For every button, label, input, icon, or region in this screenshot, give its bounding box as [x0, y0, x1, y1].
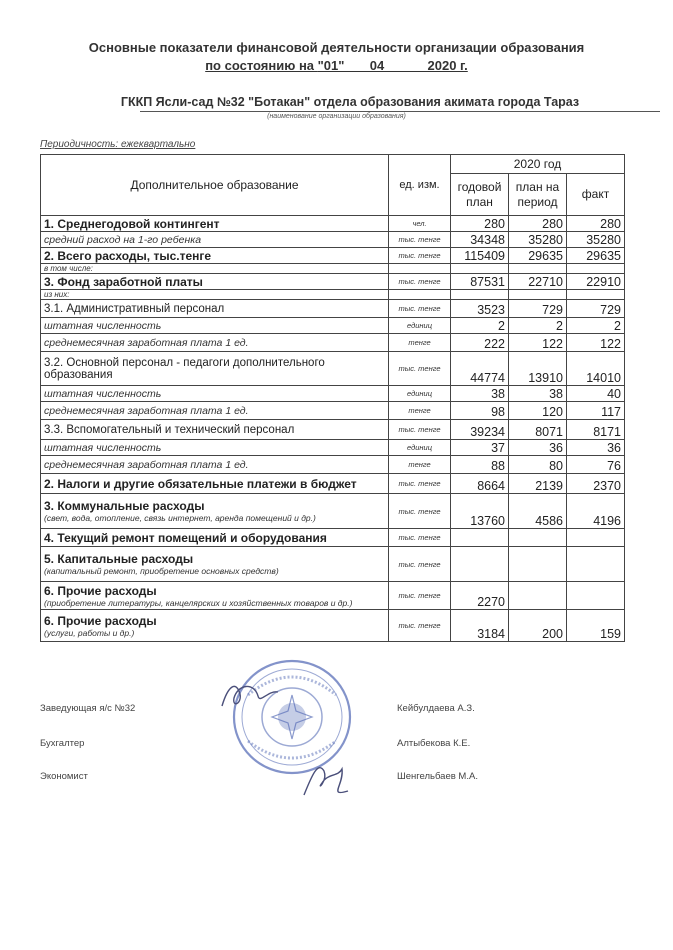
row-label: [41, 232, 389, 248]
row-label-text: 3.1. Административный персонал: [44, 302, 225, 315]
row-unit: тыс. тенге: [389, 352, 451, 386]
cell-annual: 115409: [451, 248, 509, 264]
table-row: [41, 529, 625, 547]
cell-fact: 117: [567, 402, 625, 420]
row-label-text: штатная численность: [44, 319, 162, 332]
cell-fact: [567, 547, 625, 582]
cell-annual: 87531: [451, 274, 509, 290]
row-unit: тыс. тенге: [389, 300, 451, 318]
table-row: [41, 216, 625, 232]
table-row: [41, 318, 625, 334]
cell-fact: 729: [567, 300, 625, 318]
cell-fact: [567, 264, 625, 274]
table-row: [41, 386, 625, 402]
cell-annual: [451, 529, 509, 547]
cell-annual: [451, 264, 509, 274]
column-header-unit: ед. изм.: [389, 155, 451, 216]
row-label: [41, 529, 389, 547]
row-note: (приобретение литературы, канцелярских и хозяйственных товаров и др.): [44, 597, 353, 608]
table-row: [41, 474, 625, 494]
row-label: [41, 494, 389, 529]
row-unit: тыс. тенге: [389, 248, 451, 264]
row-unit: тыс. тенге: [389, 232, 451, 248]
row-unit: тенге: [389, 402, 451, 420]
row-label: [41, 386, 389, 402]
row-unit: чел.: [389, 216, 451, 232]
date-prefix: по состоянию на: [205, 58, 318, 73]
cell-fact: 76: [567, 456, 625, 474]
cell-fact: 36: [567, 440, 625, 456]
row-label: [41, 610, 389, 642]
table-row: [41, 352, 625, 386]
row-unit: тыс. тенге: [389, 494, 451, 529]
table-row: [41, 264, 625, 274]
cell-fact: 29635: [567, 248, 625, 264]
table-row: [41, 440, 625, 456]
cell-period: 29635: [509, 248, 567, 264]
date-value: "01" 04 2020 г.: [317, 58, 468, 73]
cell-fact: 14010: [567, 352, 625, 386]
row-unit: тыс. тенге: [389, 474, 451, 494]
cell-fact: 40: [567, 386, 625, 402]
cell-annual: 37: [451, 440, 509, 456]
row-label: [41, 456, 389, 474]
row-label: [41, 352, 389, 386]
row-label-text: среднемесячная заработная плата 1 ед.: [44, 336, 249, 349]
row-label-text: 6. Прочие расходы: [44, 613, 157, 628]
cell-fact: 280: [567, 216, 625, 232]
row-unit: тыс. тенге: [389, 582, 451, 610]
cell-period: 38: [509, 386, 567, 402]
row-label-text: 3. Фонд заработной платы: [44, 274, 203, 289]
signature-role: Заведующая я/с №32: [40, 703, 136, 714]
cell-annual: [451, 547, 509, 582]
cell-annual: 3184: [451, 610, 509, 642]
row-unit: тенге: [389, 334, 451, 352]
row-unit: тыс. тенге: [389, 274, 451, 290]
row-label: [41, 334, 389, 352]
economist-signature-icon: [298, 755, 358, 805]
periodicity-label: Периодичность: ежеквартально: [40, 139, 196, 150]
cell-fact: 122: [567, 334, 625, 352]
row-label: [41, 318, 389, 334]
row-label: [41, 547, 389, 582]
row-label-text: 4. Текущий ремонт помещений и оборудования: [44, 530, 327, 545]
table-row: [41, 274, 625, 290]
row-label: [41, 402, 389, 420]
row-note: (свет, вода, отопление, связь интернет, аренда помещений и др.): [44, 513, 316, 523]
row-label-text: штатная численность: [44, 387, 162, 400]
table-row: [41, 290, 625, 300]
cell-fact: [567, 290, 625, 300]
cell-annual: 88: [451, 456, 509, 474]
table-row: [41, 300, 625, 318]
signature-name: Кейбулдаева А.З.: [397, 703, 475, 714]
cell-period: 280: [509, 216, 567, 232]
row-unit: единиц: [389, 318, 451, 334]
row-label-text: средний расход на 1-го ребенка: [44, 233, 202, 246]
cell-annual: 44774: [451, 352, 509, 386]
table-row: [41, 402, 625, 420]
column-header-period-plan: план на период: [509, 174, 567, 216]
cell-period: 122: [509, 334, 567, 352]
row-note: (услуги, работы и др.): [44, 627, 135, 638]
cell-period: 13910: [509, 352, 567, 386]
row-label: [41, 264, 389, 274]
cell-annual: 2: [451, 318, 509, 334]
cell-fact: [567, 582, 625, 610]
organization-name: ГККП Ясли-сад №32 "Ботакан" отдела образования акимата города Тараз: [120, 95, 580, 109]
cell-period: 200: [509, 610, 567, 642]
cell-period: [509, 529, 567, 547]
row-label-text: 3.3. Вспомогательный и технический персонал: [44, 423, 295, 436]
row-label: [41, 440, 389, 456]
cell-annual: 13760: [451, 494, 509, 529]
table-row: [41, 232, 625, 248]
cell-annual: 222: [451, 334, 509, 352]
table-row: [41, 456, 625, 474]
report-title: Основные показатели финансовой деятельности организации образования: [88, 40, 585, 55]
cell-fact: 35280: [567, 232, 625, 248]
cell-annual: 8664: [451, 474, 509, 494]
row-label-text: штатная численность: [44, 441, 162, 454]
row-unit: тенге: [389, 456, 451, 474]
cell-period: [509, 547, 567, 582]
cell-annual: [451, 290, 509, 300]
row-label-text: 2. Налоги и другие обязательные платежи в бюджет: [44, 476, 357, 491]
row-label-text: 2. Всего расходы, тыс.тенге: [44, 248, 212, 263]
table-row: [41, 494, 625, 529]
table-row: [41, 334, 625, 352]
cell-fact: 4196: [567, 494, 625, 529]
cell-period: 2: [509, 318, 567, 334]
row-label: [41, 248, 389, 264]
cell-period: [509, 264, 567, 274]
cell-annual: 280: [451, 216, 509, 232]
cell-fact: [567, 529, 625, 547]
row-unit: единиц: [389, 440, 451, 456]
row-label: [41, 582, 389, 610]
row-label-text: 3. Коммунальные расходы: [44, 499, 205, 513]
signature-name: Шенгельбаев М.А.: [397, 771, 478, 782]
signature-role: Бухгалтер: [40, 738, 85, 749]
cell-fact: 2370: [567, 474, 625, 494]
cell-annual: 98: [451, 402, 509, 420]
row-unit: тыс. тенге: [389, 420, 451, 440]
column-header-fact: факт: [567, 174, 625, 216]
organization-underline: [140, 111, 660, 112]
table-row: [41, 582, 625, 610]
cell-annual: 3523: [451, 300, 509, 318]
director-signature-icon: [218, 676, 288, 716]
cell-annual: 34348: [451, 232, 509, 248]
table-row: [41, 248, 625, 264]
column-header-title: Дополнительное образование: [41, 155, 389, 216]
cell-period: [509, 290, 567, 300]
row-unit: тыс. тенге: [389, 529, 451, 547]
cell-period: 120: [509, 402, 567, 420]
cell-annual: 38: [451, 386, 509, 402]
cell-annual: 2270: [451, 582, 509, 610]
row-label-text: 1. Среднегодовой контингент: [44, 216, 220, 231]
row-label-text: из них:: [44, 290, 70, 299]
row-label-text: 5. Капитальные расходы: [44, 552, 194, 566]
row-label: [41, 290, 389, 300]
cell-period: 80: [509, 456, 567, 474]
cell-period: [509, 582, 567, 610]
cell-period: 36: [509, 440, 567, 456]
cell-annual: 39234: [451, 420, 509, 440]
row-label-text: 3.2. Основной персонал - педагоги дополнительного образования: [44, 356, 325, 381]
year-header: 2020 год: [451, 155, 625, 174]
cell-period: 2139: [509, 474, 567, 494]
row-unit: единиц: [389, 386, 451, 402]
signature-role: Экономист: [40, 771, 88, 782]
row-label: [41, 474, 389, 494]
signature-name: Алтыбекова К.Е.: [397, 738, 471, 749]
row-unit: [389, 290, 451, 300]
cell-period: 4586: [509, 494, 567, 529]
report-date-line: [0, 58, 673, 73]
row-label: [41, 216, 389, 232]
row-note: (капитальный ремонт, приобретение основных средств): [44, 566, 279, 576]
cell-period: 729: [509, 300, 567, 318]
financial-indicators-table: [40, 154, 625, 642]
column-header-annual-plan: годовой план: [451, 174, 509, 216]
table-row: [41, 420, 625, 440]
row-label-text: среднемесячная заработная плата 1 ед.: [44, 404, 249, 417]
cell-period: 35280: [509, 232, 567, 248]
cell-fact: 2: [567, 318, 625, 334]
row-label: [41, 274, 389, 290]
row-unit: тыс. тенге: [389, 547, 451, 582]
cell-fact: 22910: [567, 274, 625, 290]
cell-period: 22710: [509, 274, 567, 290]
cell-fact: 159: [567, 610, 625, 642]
cell-fact: 8171: [567, 420, 625, 440]
row-label-text: 6. Прочие расходы: [44, 583, 157, 598]
row-label: [41, 300, 389, 318]
organization-caption: (наименование организации образования): [267, 113, 406, 120]
row-label: [41, 420, 389, 440]
row-unit: тыс. тенге: [389, 610, 451, 642]
table-row: [41, 610, 625, 642]
row-unit: [389, 264, 451, 274]
row-label-text: среднемесячная заработная плата 1 ед.: [44, 458, 249, 471]
row-label-text: в том числе:: [44, 264, 93, 273]
table-row: [41, 547, 625, 582]
cell-period: 8071: [509, 420, 567, 440]
